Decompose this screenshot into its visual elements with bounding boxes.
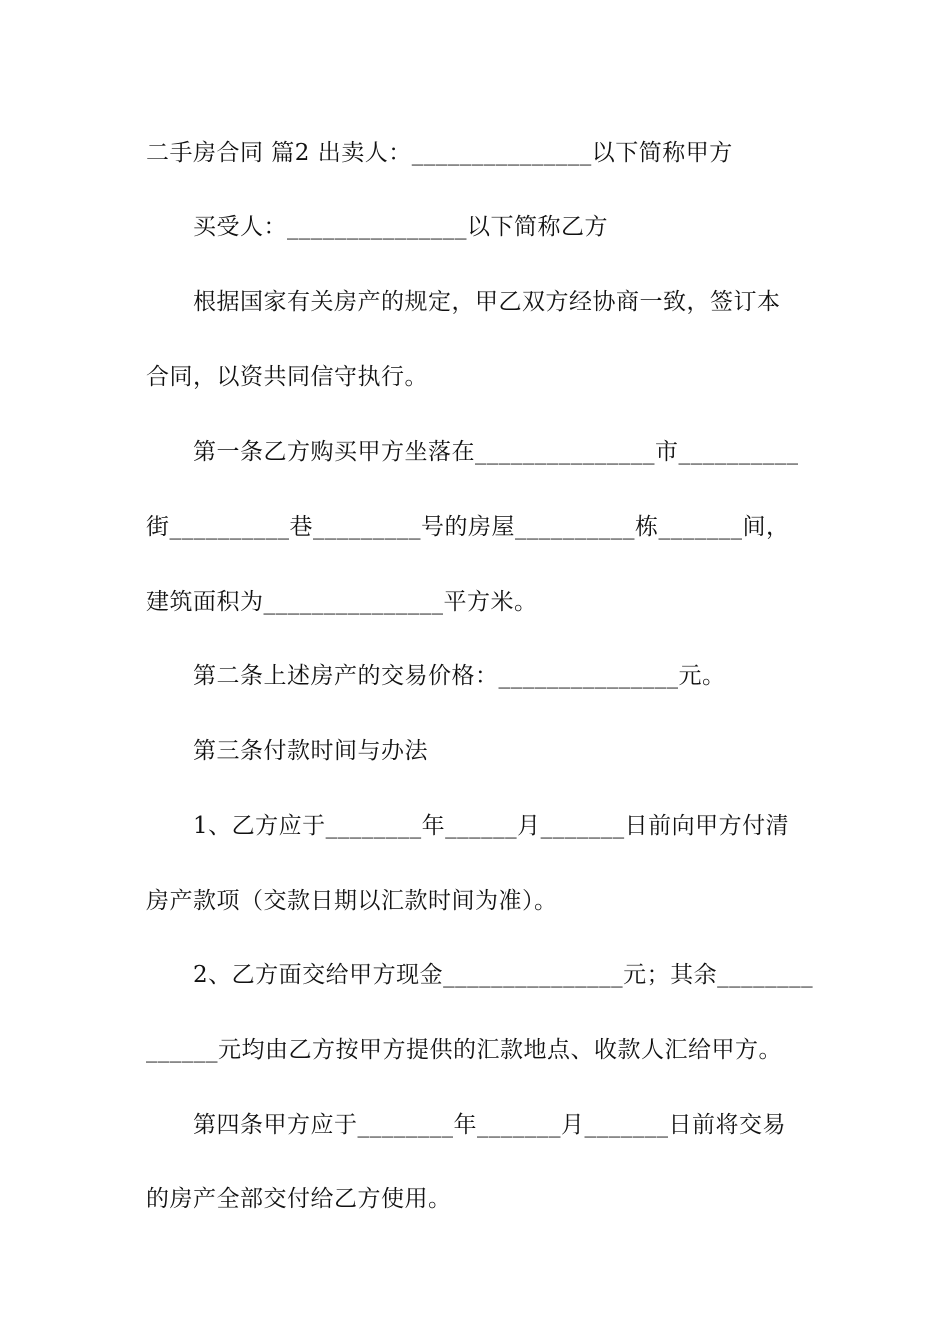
buyer-line: 买受人：_______________以下简称乙方 bbox=[193, 214, 608, 240]
preamble-line-1: 根据国家有关房产的规定，甲乙双方经协商一致，签订本 bbox=[193, 289, 781, 315]
payment-item-2-line-2: ______元均由乙方按甲方提供的汇款地点、收款人汇给甲方。 bbox=[146, 1037, 782, 1063]
preamble-line-2: 合同，以资共同信守执行。 bbox=[146, 364, 428, 390]
article-4-line-1: 第四条甲方应于________年_______月_______日前将交易 bbox=[193, 1112, 786, 1138]
article-1-line-2: 街__________巷_________号的房屋__________栋_______间， bbox=[146, 514, 790, 540]
article-1-line-3: 建筑面积为_______________平方米。 bbox=[146, 589, 538, 615]
article-4-line-2: 的房产全部交付给乙方使用。 bbox=[146, 1186, 452, 1212]
article-1-line-1: 第一条乙方购买甲方坐落在_______________市__________ bbox=[193, 439, 799, 465]
title-and-seller-line: 二手房合同 篇2 出卖人：_______________以下简称甲方 bbox=[146, 140, 733, 166]
article-2-line: 第二条上述房产的交易价格：_______________元。 bbox=[193, 663, 726, 689]
payment-item-1-line-1: 1、乙方应于________年______月_______日前向甲方付清 bbox=[193, 813, 790, 839]
payment-item-2-line-1: 2、乙方面交给甲方现金_______________元；其余________ bbox=[193, 962, 814, 988]
article-3-heading: 第三条付款时间与办法 bbox=[193, 738, 428, 764]
payment-item-1-line-2: 房产款项（交款日期以汇款时间为准）。 bbox=[146, 888, 558, 914]
